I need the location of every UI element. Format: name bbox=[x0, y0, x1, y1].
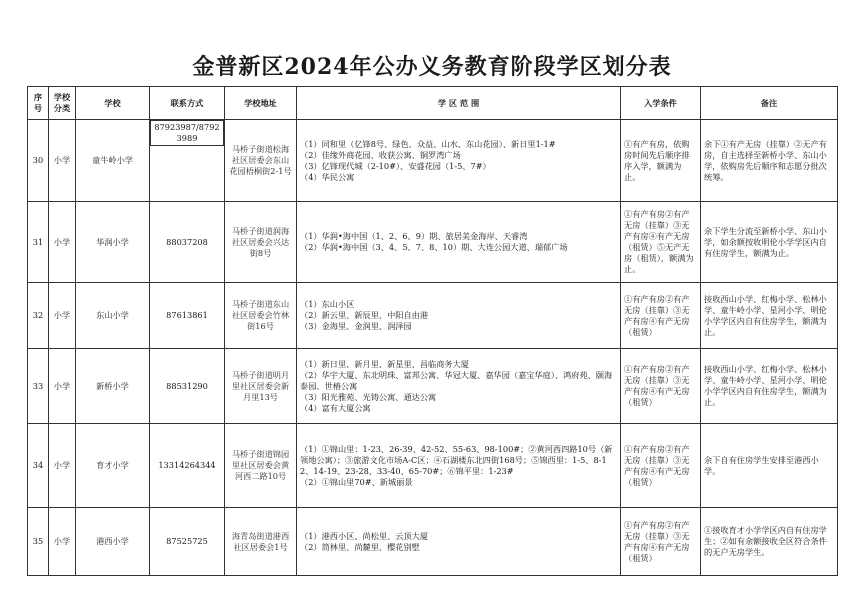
row-note: 接收西山小学、红梅小学、松林小学、童牛岭小学、星河小学、明伦小学学区内自有住房学生，额满为止。 bbox=[701, 283, 838, 349]
scope-line: （1）①锦山里：1-23、26-39、42-52、55-63、98-100#；②黄河西四路10号（新领地公寓）；③旅游文化市场A-C区；④石湖楼东北四街168号；⑤锦西里：1-5、8-12、14-19、23-28、33-40、65-70#；⑥锦平里：1-23# bbox=[300, 443, 613, 476]
row-type: 小学 bbox=[49, 424, 76, 508]
row-condition: ①有产有房②有产无房（挂靠）③无产有房④有产无房（租赁） bbox=[621, 283, 701, 349]
header-scope: 学 区 范 围 bbox=[297, 87, 621, 120]
table-row bbox=[28, 349, 838, 424]
table-row bbox=[28, 508, 838, 576]
table-row bbox=[28, 424, 838, 508]
row-phone: 13314264344 bbox=[150, 424, 225, 508]
row-school: 新桥小学 bbox=[76, 349, 150, 424]
row-note: 余下①有产无房（挂靠）②无产有房，自主选择至新桥小学、东山小学，依购房先后顺序和志愿分批次统筹。 bbox=[701, 120, 838, 202]
row-scope bbox=[297, 349, 621, 424]
header-condition: 入学条件 bbox=[621, 87, 701, 120]
row-condition: ①有产有房②有产无房（挂靠）③无产有房④有产无房（租赁） bbox=[621, 349, 701, 424]
page-title: 金普新区2024年公办义务教育阶段学区划分表 bbox=[192, 54, 672, 80]
row-address: 海青岛街道港西社区居委会1号 bbox=[225, 508, 297, 576]
row-address: 马桥子街道润海社区居委会兴达街8号 bbox=[225, 202, 297, 283]
row-no: 33 bbox=[28, 349, 49, 424]
row-phone: 88531290 bbox=[150, 349, 225, 424]
scope-line: （1）新日里、新月里、新星里、昌临商务大厦 bbox=[300, 358, 469, 369]
row-no: 32 bbox=[28, 283, 49, 349]
row-note: 余下自有住房学生安排至港西小学。 bbox=[701, 424, 838, 508]
row-condition: ①有产有房②有产无房（挂靠）③无产有房④有产无房（租赁） bbox=[621, 424, 701, 508]
row-type: 小学 bbox=[49, 120, 76, 202]
row-condition: ①有产有房②有产无房（挂靠）③无产有房④有产无房（租赁）⑤无产无房（租赁），额满为止。 bbox=[621, 202, 701, 283]
table-header-row bbox=[28, 87, 838, 120]
scope-line: （2）华润•海中国（3、4、5、7、8、10）期、大连公园大道、瑞郁广场 bbox=[300, 242, 568, 252]
scope-line: （1）东山小区 bbox=[300, 299, 355, 309]
scope-line: （2）华宇大厦、东北明珠、富邦公寓、华冠大厦、嘉华园（嘉宝华庭）、鸿府苑、颐海泰园、世椿公寓 bbox=[300, 369, 613, 391]
header-address: 学校地址 bbox=[225, 87, 297, 120]
row-scope bbox=[297, 508, 621, 576]
table-row bbox=[28, 283, 838, 349]
scope-line: （3）亿锋现代城（2-10#）、安盛花园（1-5、7#） bbox=[300, 160, 491, 171]
row-type: 小学 bbox=[49, 508, 76, 576]
row-note: 接收西山小学、红梅小学、松林小学、童牛岭小学、星河小学、明伦小学学区内自有住房学生，额满为止。 bbox=[701, 349, 838, 424]
header-type: 学校分类 bbox=[49, 87, 76, 120]
school-district-table bbox=[27, 86, 838, 576]
scope-line: （2）①锦山里70#、新城丽景 bbox=[300, 476, 413, 487]
row-school: 港西小学 bbox=[76, 508, 150, 576]
row-address: 马桥子街道东山社区居委会竹林街16号 bbox=[225, 283, 297, 349]
row-school: 童牛岭小学 bbox=[76, 120, 150, 202]
row-no: 31 bbox=[28, 202, 49, 283]
header-no: 序号 bbox=[28, 87, 49, 120]
scope-line: （4）华民公寓 bbox=[300, 171, 355, 182]
row-scope bbox=[297, 202, 621, 283]
row-condition: ①有产有房，依购房时间先后顺序排序入学，额满为止。 bbox=[621, 120, 701, 202]
row-address: 马桥子街道明月里社区居委会新月里13号 bbox=[225, 349, 297, 424]
row-school: 育才小学 bbox=[76, 424, 150, 508]
row-school: 东山小学 bbox=[76, 283, 150, 349]
header-note: 备注 bbox=[701, 87, 838, 120]
row-no: 34 bbox=[28, 424, 49, 508]
scope-line: （4）富有大厦公寓 bbox=[300, 402, 371, 413]
table-row bbox=[28, 202, 838, 283]
row-note: 余下学生分流至新桥小学、东山小学，如余额按收明伦小学学区内自有住房学生，额满为止。 bbox=[701, 202, 838, 283]
row-scope bbox=[297, 120, 621, 202]
scope-line: （1）同和里（亿锋8号、绿色、众益、山水、东山花园）、新日里1-1# bbox=[300, 138, 556, 149]
header-phone: 联系方式 bbox=[150, 87, 225, 120]
row-phone: 87613861 bbox=[150, 283, 225, 349]
scope-line: （3）金海里、金润里、润泽园 bbox=[300, 321, 412, 331]
row-address: 马桥子街道松海社区居委会东山花园梧桐街2-1号 bbox=[225, 120, 297, 202]
row-type: 小学 bbox=[49, 283, 76, 349]
row-note: ①接收育才小学学区内自有住房学生；②如有余额接收全区符合条件的无户无房学生。 bbox=[701, 508, 838, 576]
scope-line: （2）佳缘外商花园、收获公寓、铜罗湾广场 bbox=[300, 149, 461, 160]
scope-line: （2）筒林里、尚麓里、樱花别墅 bbox=[300, 541, 420, 552]
row-no: 30 bbox=[28, 120, 49, 202]
scope-line: （1）华润•海中国（1、2、6、9）期、旅居美金海岸、天睿湾 bbox=[300, 231, 528, 241]
row-type: 小学 bbox=[49, 202, 76, 283]
row-address: 马桥子街道锦园里社区居委会黄河西二路10号 bbox=[225, 424, 297, 508]
scope-line: （1）港西小区、尚松里、云顶大厦 bbox=[300, 530, 429, 541]
row-phone: 87525725 bbox=[150, 508, 225, 576]
table-row bbox=[28, 120, 838, 202]
row-scope bbox=[297, 283, 621, 349]
row-scope bbox=[297, 424, 621, 508]
scope-line: （2）新云里、新辰里、中阳自由港 bbox=[300, 310, 429, 320]
row-school: 华润小学 bbox=[76, 202, 150, 283]
row-condition: ①有产有房②有产无房（挂靠）③无产有房④有产无房（租赁） bbox=[621, 508, 701, 576]
row-phone: 87923987/87923989 bbox=[150, 120, 224, 146]
row-type: 小学 bbox=[49, 349, 76, 424]
scope-line: （3）阳光雅苑、光铸公寓、通达公寓 bbox=[300, 391, 437, 402]
header-school: 学校 bbox=[76, 87, 150, 120]
row-phone: 88037208 bbox=[150, 202, 225, 283]
row-no: 35 bbox=[28, 508, 49, 576]
